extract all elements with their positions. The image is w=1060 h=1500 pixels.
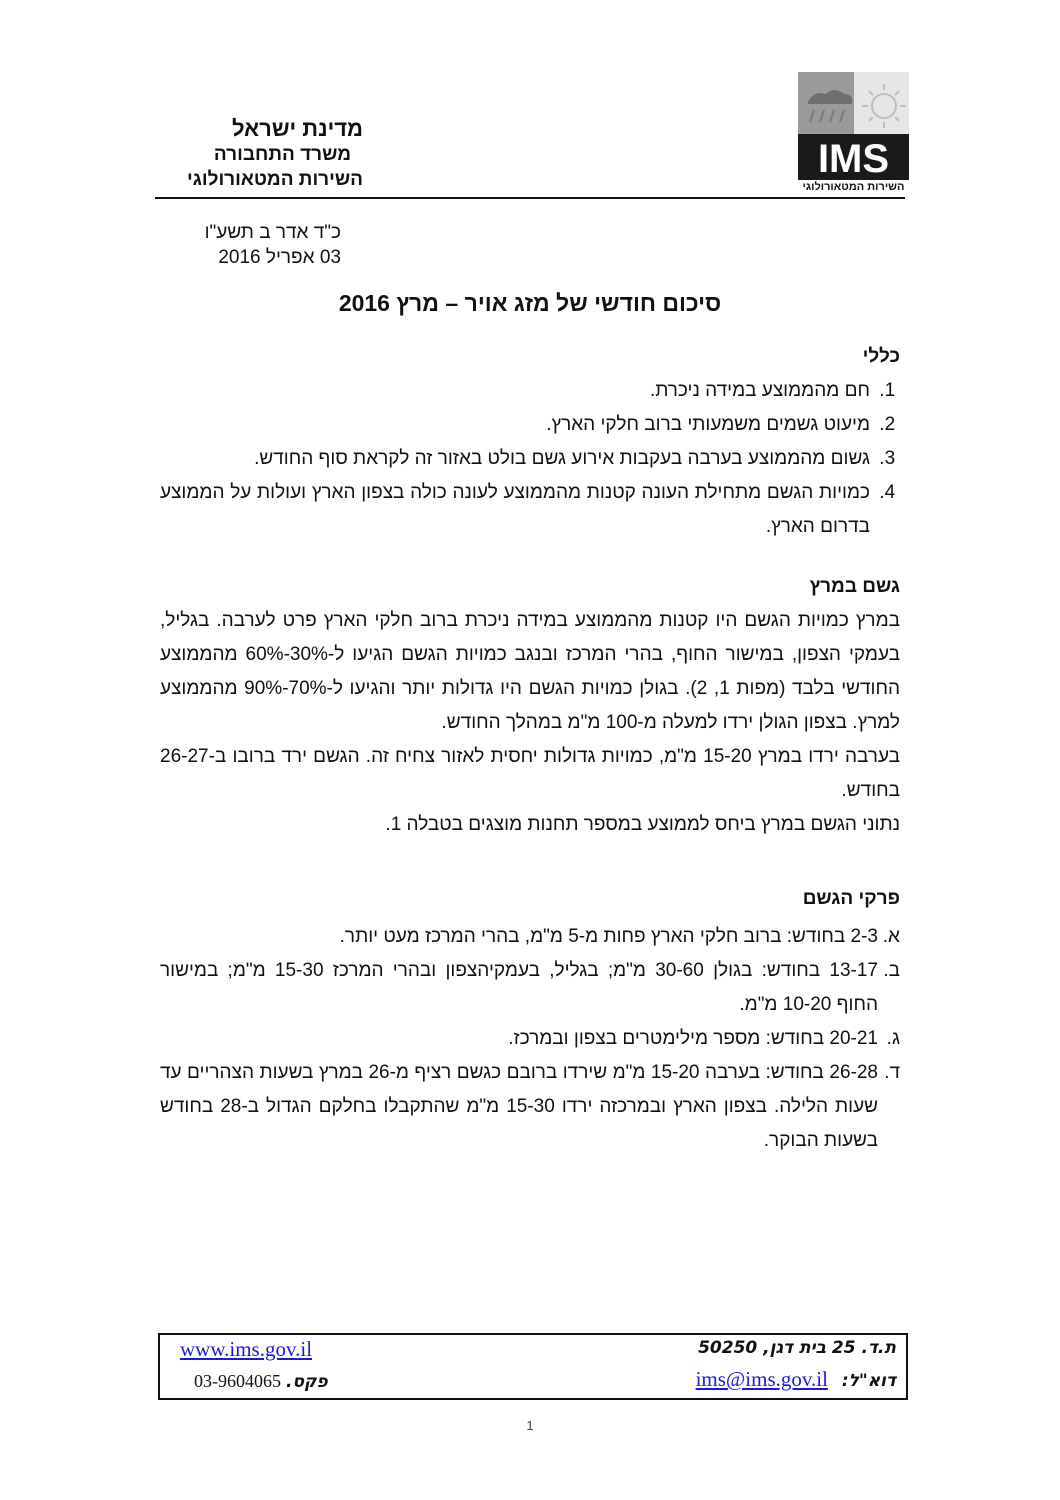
period-marker: ג. xyxy=(886,1028,900,1049)
general-list xyxy=(160,374,900,544)
email-link[interactable]: ims@ims.gov.il xyxy=(695,1367,828,1391)
periods-heading: פרקי הגשם xyxy=(802,888,900,909)
period-marker: ד. xyxy=(884,1062,900,1083)
footer-row-1 xyxy=(160,1335,906,1365)
logo-subtext: השירות המטאורולוגי xyxy=(802,181,905,192)
period-marker: א. xyxy=(882,926,900,947)
period-text: 20-21 בחודש: מספר מילימטרים בצפון ובמרכז. xyxy=(508,1028,878,1049)
period-item xyxy=(160,1022,900,1056)
general-section xyxy=(160,344,900,544)
rain-paragraph-2: בערבה ירדו במרץ 15-20 מ"מ, כמויות גדולות יחסית לאזור צחיח זה. הגשם ירד ברובו ב-26-27 בחודש. xyxy=(160,746,901,801)
gregorian-date: 03 אפריל 2016 xyxy=(218,247,341,268)
general-item: 3. גשום מהממוצע בערבה בעקבות אירוע גשם בולט באזור זה לקראת סוף החודש. xyxy=(160,442,874,476)
email-block xyxy=(696,1367,896,1392)
rain-heading: גשם במרץ xyxy=(809,576,900,597)
state-name: מדינת ישראל xyxy=(232,116,363,141)
fax-label: פקס. xyxy=(286,1372,328,1392)
date-block xyxy=(205,220,341,270)
postal-address: ת.ד. 25 בית דגן, 50250 xyxy=(698,1338,896,1358)
periods-section xyxy=(160,886,900,1158)
ministry-name: משרד התחבורה xyxy=(213,144,351,165)
rain-paragraph-3: נתוני הגשם במרץ ביחס לממוצע במספר תחנות מוצגים בטבלה 1. xyxy=(385,814,900,835)
period-text: 26-28 בחודש: בערבה 15-20 מ"מ שירדו ברובם כגשם רציף מ-26 במרץ בשעות הצהריים עד שעות הלילה. בצפון הארץ ובמרכזה ירדו 15-30 מ"מ שהתקבלו בחלקם הגדול ב-28 בחודש בשעות הבוקר. xyxy=(160,1062,879,1151)
period-marker: ב. xyxy=(883,960,900,981)
footer-row-2 xyxy=(160,1367,906,1397)
organization-block xyxy=(3,116,363,191)
ims-logo-graphic xyxy=(798,72,909,192)
page-number: 1 xyxy=(526,1418,534,1433)
email-label: דוא"ל: xyxy=(841,1371,896,1391)
service-name: השירות המטאורולוגי xyxy=(187,169,363,190)
period-item xyxy=(160,1056,900,1158)
header-divider xyxy=(155,197,905,199)
website-link[interactable]: www.ims.gov.il xyxy=(180,1337,313,1361)
hebrew-date: כ"ד אדר ב תשע"ו xyxy=(204,222,341,243)
general-item: 4. כמויות הגשם מתחילת העונה קטנות מהממוצע לעונה כולה בצפון הארץ ועולות על הממוצע בדרום הארץ. xyxy=(160,476,874,544)
rain-paragraph-1: במרץ כמויות הגשם היו קטנות מהממוצע במידה ניכרת ברוב חלקי הארץ פרט לערבה. בגליל, בעמקי הצפון, במישור החוף, בהרי המרכז ובנגב כמויות הגשם הגיעו ל-30%-60% מהממוצע החודשי בלבד (מפות 1, 2). בגולן כמויות הגשם היו גדולות יותר והגיעו ל-70%-90% מהממוצע למרץ. בצפון הגולן ירדו למעלה מ-100 מ"מ במהלך החודש. xyxy=(160,610,901,733)
period-item xyxy=(160,920,900,954)
period-text: 2-3 בחודש: ברוב חלקי הארץ פחות מ-5 מ"מ, בהרי המרכז מעט יותר. xyxy=(339,926,878,947)
periods-list xyxy=(160,920,900,1158)
rain-section xyxy=(160,574,900,842)
general-item: 2. מיעוט גשמים משמעותי ברוב חלקי הארץ. xyxy=(160,408,874,442)
document-body xyxy=(160,344,900,1188)
general-heading: כללי xyxy=(862,346,900,367)
fax-number: 03-9604065 xyxy=(194,1371,281,1391)
period-text: 13-17 בחודש: בגולן 30-60 מ"מ; בגליל, בעמקיהצפון ובהרי המרכז 15-30 מ"מ; במישור החוף 10-20 מ"מ. xyxy=(160,960,878,1015)
logo-text: IMS xyxy=(817,137,890,181)
fax-block xyxy=(194,1371,328,1392)
document-title: סיכום חודשי של מזג אויר – מרץ 2016 xyxy=(338,290,722,316)
ims-logo xyxy=(798,72,909,192)
contact-footer xyxy=(158,1333,908,1400)
general-item: 1. חם מהממוצע במידה ניכרת. xyxy=(160,374,874,408)
period-item xyxy=(160,954,900,1022)
